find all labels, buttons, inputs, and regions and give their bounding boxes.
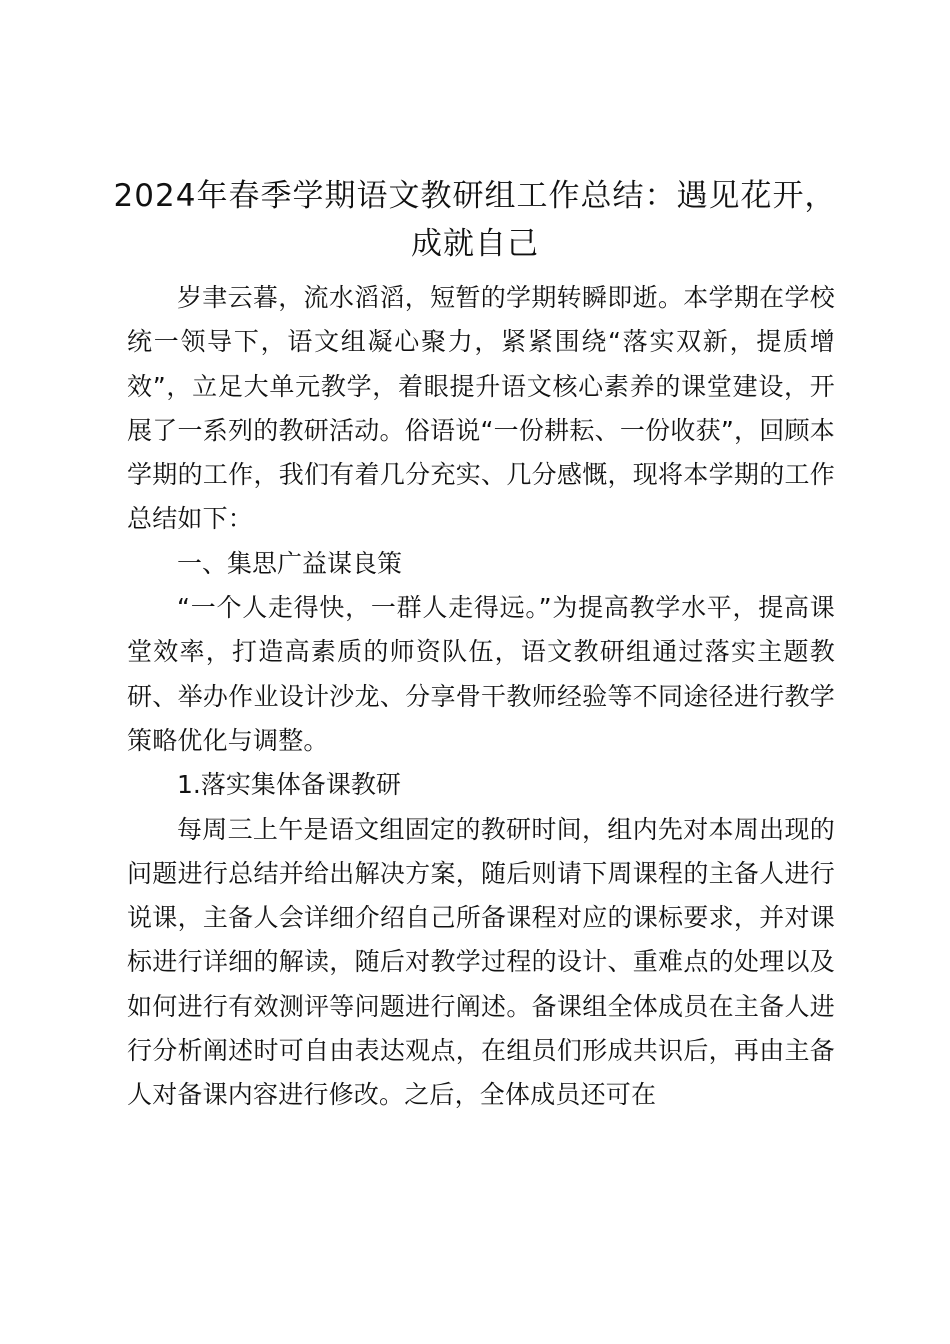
document-body xyxy=(127,276,835,1118)
section-heading-1: 一、集思广益谋良策 xyxy=(177,548,403,578)
subsection-1-paragraph: 每周三上午是语文组固定的教研时间，组内先对本周出现的问题进行总结并给出解决方案，随后则请下周课程的主备人进行说课，主备人会详细介绍自己所备课程对应的课标要求，并对课标进行详细的解读，随后对教学过程的设计、重难点的处理以及如何进行有效测评等问题进行阐述。备课组全体成员在主备人进行分析阐述时可自由表达观点，在组员们形成共识后，再由主备人对备课内容进行修改。之后，全体成员还可在 xyxy=(127,814,835,1110)
intro-paragraph: 岁聿云暮，流水滔滔，短暂的学期转瞬即逝。本学期在学校统一领导下，语文组凝心聚力，紧紧围绕“落实双新，提质增效”，立足大单元教学，着眼提升语文核心素养的课堂建设，开展了一系列的教研活动。俗语说“一份耕耘、一份收获”，回顾本学期的工作，我们有着几分充实、几分感慨，现将本学期的工作总结如下： xyxy=(127,283,835,534)
document-title: 2024年春季学期语文教研组工作总结：遇见花开，成就自己 xyxy=(113,178,837,262)
subsection-heading-1: 1.落实集体备课教研 xyxy=(177,770,401,800)
section-1-paragraph: “一个人走得快，一群人走得远。”为提高教学水平，提高课堂效率，打造高素质的师资队伍，语文教研组通过落实主题教研、举办作业设计沙龙、分享骨干教师经验等不同途径进行教学策略优化与调整。 xyxy=(127,593,835,755)
